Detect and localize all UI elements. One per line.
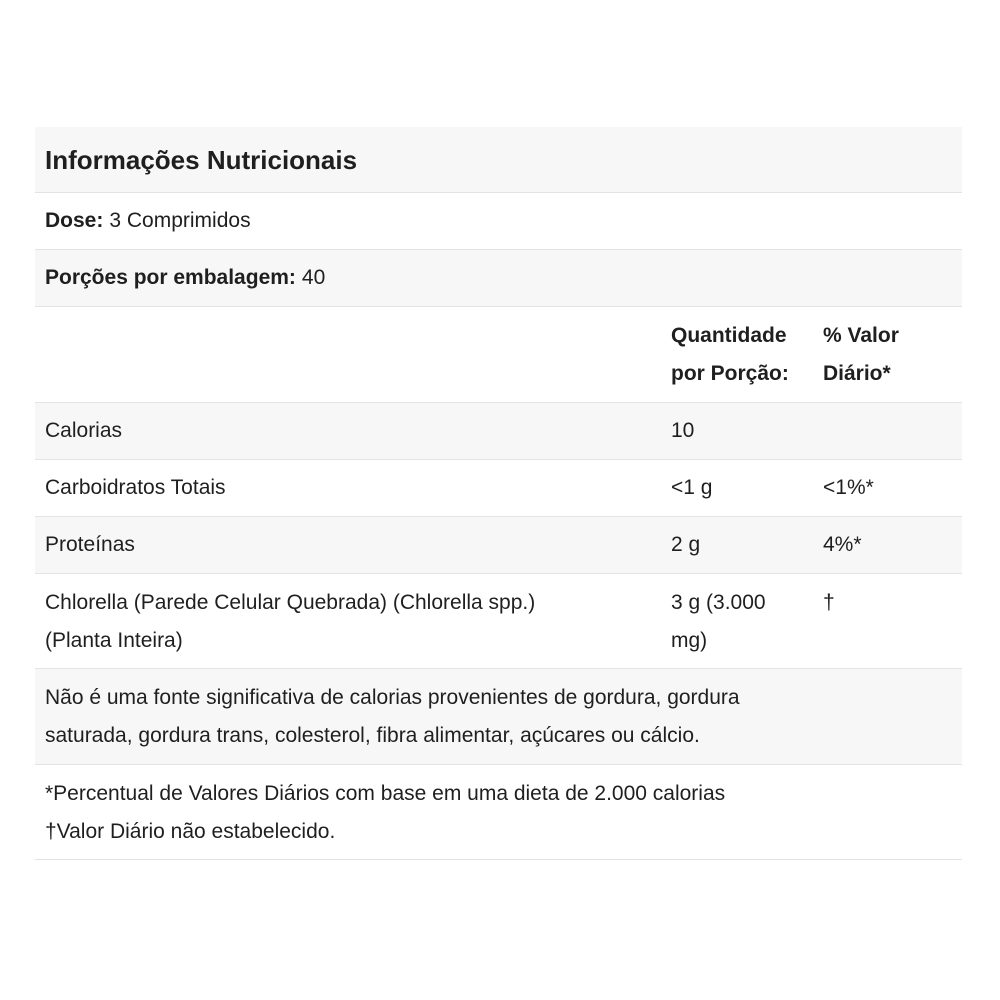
nutrient-dv xyxy=(823,403,962,459)
nutrient-name: Proteínas xyxy=(45,533,135,556)
table-row xyxy=(35,403,962,460)
header-amount xyxy=(671,317,823,402)
footnote-percent: *Percentual de Valores Diários com base em uma dieta de 2.000 calorias xyxy=(45,782,726,805)
nutrient-amount xyxy=(671,584,823,668)
significance-line1: Não é uma fonte significativa de calorias provenientes de gordura, gordura xyxy=(45,686,740,709)
nutrient-name-line1: Chlorella (Parede Celular Quebrada) (Chlorella spp.) xyxy=(45,591,536,614)
table-header-row xyxy=(35,307,962,403)
table-row xyxy=(35,574,962,669)
significance-line2: saturada, gordura trans, colesterol, fibra alimentar, açúcares ou cálcio. xyxy=(45,724,700,747)
dose-label: Dose: xyxy=(45,209,104,232)
table-row xyxy=(35,460,962,517)
nutrient-amount: 2 g xyxy=(671,533,701,556)
nutrient-amount-line1: 3 g (3.000 xyxy=(671,591,766,614)
nutrient-name-line2: (Planta Inteira) xyxy=(45,629,183,652)
header-dv-line2: Diário* xyxy=(823,362,891,385)
header-dv-line1: % Valor xyxy=(823,324,899,347)
servings-label: Porções por embalagem: xyxy=(45,266,296,289)
nutrient-dv: 4%* xyxy=(823,533,862,556)
header-amount-line1: Quantidade xyxy=(671,324,787,347)
servings-row xyxy=(35,250,962,307)
nutrient-name xyxy=(35,584,671,668)
nutrient-dv: † xyxy=(823,591,835,614)
nutrient-dv: <1%* xyxy=(823,476,874,499)
footnotes xyxy=(35,765,962,860)
nutrient-name: Calorias xyxy=(45,419,123,442)
nutrition-facts-panel xyxy=(35,127,962,860)
page-title: Informações Nutricionais xyxy=(45,144,358,175)
nutrient-amount: 10 xyxy=(671,419,695,442)
header-daily-value xyxy=(823,317,962,402)
servings-value: 40 xyxy=(301,266,326,289)
dose-row xyxy=(35,193,962,250)
significance-note xyxy=(35,669,962,765)
nutrient-name: Carboidratos Totais xyxy=(45,476,226,499)
nutrient-amount-line2: mg) xyxy=(671,629,708,652)
dose-value: 3 Comprimidos xyxy=(109,209,251,232)
footnote-dagger: †Valor Diário não estabelecido. xyxy=(45,820,336,843)
table-row xyxy=(35,517,962,574)
header-amount-line2: por Porção: xyxy=(671,362,789,385)
header-nutrient xyxy=(35,317,671,402)
nutrition-title-row xyxy=(35,127,962,193)
nutrient-amount: <1 g xyxy=(671,476,713,499)
